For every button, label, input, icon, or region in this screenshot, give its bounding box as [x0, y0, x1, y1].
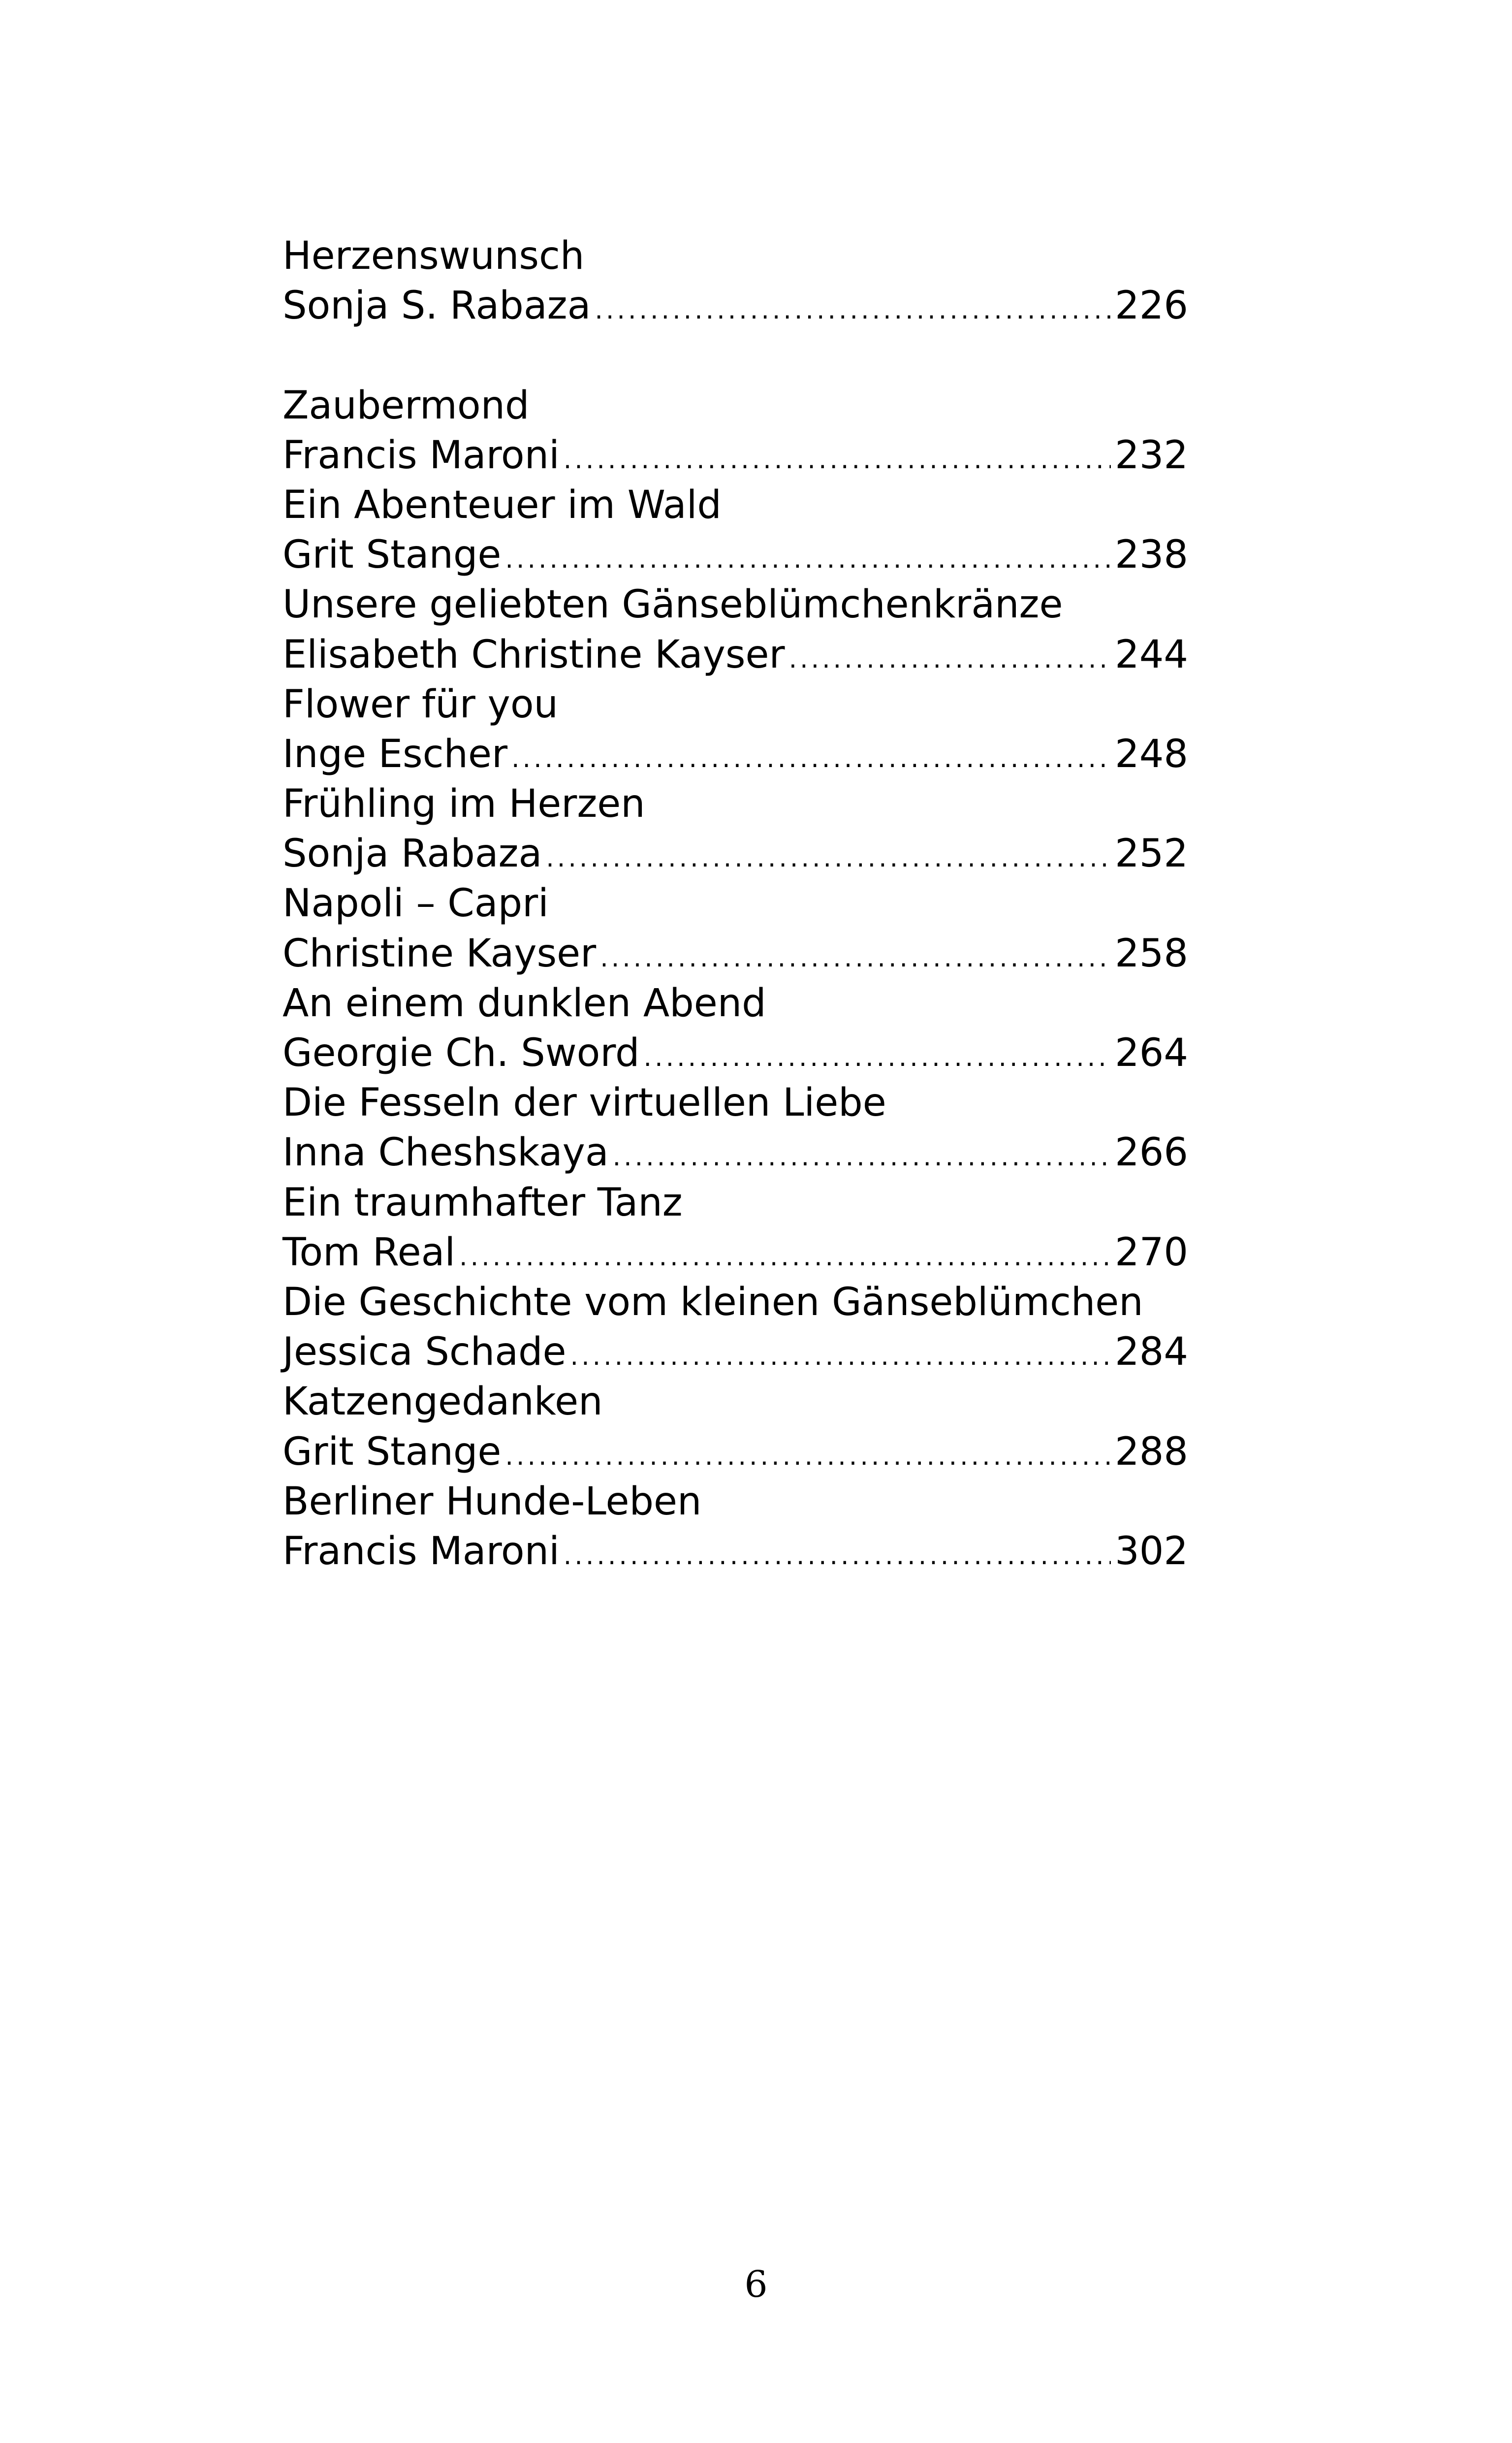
toc-page-number: 232 [1115, 433, 1188, 478]
toc-page-number: 284 [1115, 1330, 1188, 1375]
toc-title-line [283, 381, 1188, 431]
toc-author-line [283, 431, 1188, 481]
section-gap [283, 331, 1188, 381]
toc-page-number: 270 [1115, 1230, 1188, 1275]
toc-entry [283, 779, 1188, 879]
toc-title-line [283, 231, 1188, 281]
dot-leader [511, 734, 1111, 784]
toc-page-number: 244 [1115, 632, 1188, 677]
toc-page-number: 266 [1115, 1130, 1188, 1175]
toc-author-line [283, 530, 1188, 580]
dot-leader [644, 1033, 1111, 1083]
dot-leader [505, 1432, 1111, 1481]
toc-author-line [283, 630, 1188, 680]
toc-title: Flower für you [283, 682, 558, 727]
toc-entry [283, 481, 1188, 580]
toc-title: Unsere geliebten Gänseblümchenkränze [283, 582, 1063, 627]
toc-page-number: 252 [1115, 832, 1188, 876]
toc-title: Die Fesseln der virtuellen Liebe [283, 1081, 886, 1125]
toc-entry [283, 680, 1188, 779]
dot-leader [564, 435, 1111, 485]
toc-entry [283, 1078, 1188, 1178]
toc-page-number: 226 [1115, 284, 1188, 328]
toc-entry [283, 231, 1188, 331]
dot-leader [459, 1232, 1111, 1282]
toc-title: Frühling im Herzen [283, 782, 645, 827]
toc-author-line [283, 1128, 1188, 1178]
toc-entry [283, 979, 1188, 1078]
toc-title: Zaubermond [283, 383, 530, 428]
toc-title-line [283, 1178, 1188, 1228]
toc-title-line [283, 481, 1188, 530]
toc-author: Christine Kayser [283, 931, 597, 976]
toc-title-line [283, 1377, 1188, 1427]
dot-leader [595, 286, 1111, 335]
toc-author: Elisabeth Christine Kayser [283, 632, 785, 677]
toc-page-number: 302 [1115, 1529, 1188, 1574]
toc-author-line [283, 929, 1188, 979]
toc-entry [283, 1178, 1188, 1278]
toc-author: Grit Stange [283, 1429, 502, 1474]
toc-author: Tom Real [283, 1230, 456, 1275]
toc-author: Inge Escher [283, 732, 508, 776]
toc-title: Herzenswunsch [283, 234, 585, 278]
toc-title: Ein Abenteuer im Wald [283, 482, 722, 527]
toc-author: Georgie Ch. Sword [283, 1031, 640, 1075]
toc-page-number: 264 [1115, 1031, 1188, 1075]
toc-title: An einem dunklen Abend [283, 981, 766, 1026]
toc-title: Katzengedanken [283, 1380, 603, 1424]
toc-entry [283, 381, 1188, 481]
toc-title: Napoli – Capri [283, 881, 549, 926]
toc-page-number: 288 [1115, 1429, 1188, 1474]
toc-author: Inna Cheshskaya [283, 1130, 609, 1175]
toc-author-line [283, 281, 1188, 331]
toc-title-line [283, 779, 1188, 829]
toc-page-number: 248 [1115, 732, 1188, 776]
toc-title-line [283, 879, 1188, 929]
toc-author: Jessica Schade [283, 1330, 567, 1375]
toc-entry [283, 879, 1188, 978]
toc-title-line [283, 580, 1188, 630]
dot-leader [789, 635, 1111, 684]
toc-page-number: 258 [1115, 931, 1188, 976]
toc-author-line [283, 730, 1188, 779]
toc-entry [283, 580, 1188, 679]
toc-entry [283, 1377, 1188, 1477]
toc-title-line [283, 1278, 1188, 1327]
toc-title: Die Geschichte vom kleinen Gänseblümchen [283, 1280, 1143, 1324]
toc-entry [283, 1278, 1188, 1377]
page-number: 6 [744, 2263, 768, 2306]
dot-leader [570, 1332, 1111, 1382]
table-of-contents [283, 231, 1188, 1576]
toc-author: Francis Maroni [283, 433, 560, 478]
toc-author-line [283, 1029, 1188, 1078]
toc-author-line [283, 829, 1188, 879]
toc-title: Ein traumhafter Tanz [283, 1180, 683, 1225]
toc-author-line [283, 1327, 1188, 1377]
toc-author: Sonja Rabaza [283, 832, 542, 876]
toc-author-line [283, 1527, 1188, 1576]
dot-leader [564, 1531, 1111, 1581]
toc-author: Francis Maroni [283, 1529, 560, 1574]
dot-leader [505, 535, 1111, 584]
toc-page-number: 238 [1115, 533, 1188, 578]
dot-leader [613, 1132, 1111, 1182]
toc-author: Sonja S. Rabaza [283, 284, 591, 328]
dot-leader [546, 834, 1111, 883]
toc-title-line [283, 979, 1188, 1029]
toc-author-line [283, 1228, 1188, 1278]
toc-author-line [283, 1427, 1188, 1477]
toc-title: Berliner Hunde-Leben [283, 1479, 702, 1524]
dot-leader [600, 933, 1111, 983]
toc-title-line [283, 680, 1188, 730]
toc-entry [283, 1477, 1188, 1576]
toc-title-line [283, 1078, 1188, 1128]
toc-title-line [283, 1477, 1188, 1527]
toc-author: Grit Stange [283, 533, 502, 578]
